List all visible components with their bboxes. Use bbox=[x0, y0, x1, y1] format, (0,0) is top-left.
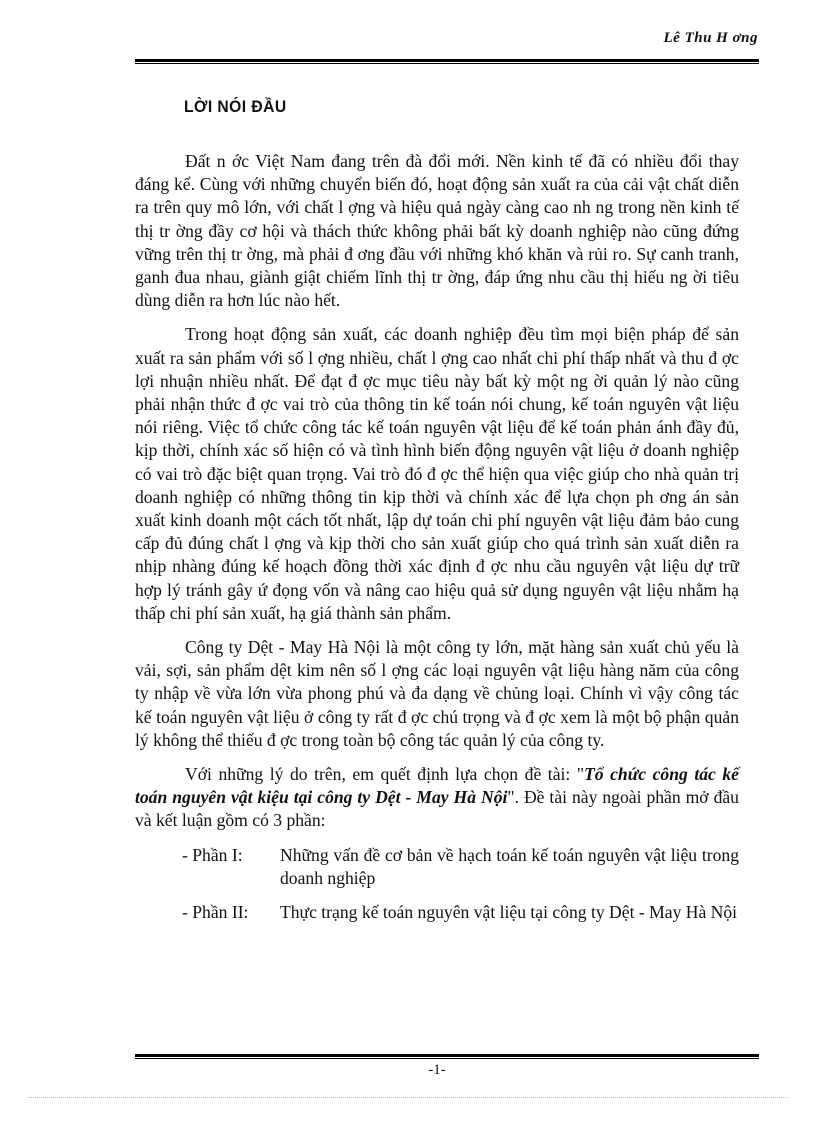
part-label: - Phần I: bbox=[182, 844, 243, 865]
header-author: Lê Thu H ơng bbox=[663, 30, 758, 46]
page-edge-dotted-line bbox=[28, 1097, 788, 1098]
header-rule bbox=[135, 59, 759, 64]
footer-rule bbox=[135, 1054, 759, 1059]
part-text: Thực trạng kế toán nguyên vật liệu tại công ty Dệt - May Hà Nội bbox=[280, 902, 738, 923]
topic-title: Tổ chức công tác kế toán nguyên vật kiệu tại công ty Dệt - May Hà Nội bbox=[135, 764, 739, 808]
part-text: Những vấn đề cơ bản về hạch toán kế toán nguyên vật liệu trong doanh nghiệp bbox=[280, 844, 739, 888]
paragraph-topic bbox=[135, 763, 739, 833]
part-item bbox=[135, 844, 739, 890]
topic-lead-text: Với những lý do trên, em quết định lựa chọn đề tài: " bbox=[185, 764, 585, 785]
paragraph-production: Trong hoạt động sản xuất, các doanh nghiệp đều tìm mọi biện pháp để sản xuất ra sản phẩm với số l ợng nhiều, chất l ợng cao nhất chi phí thấp nhất và thu đ ợc lợi nhuận nhiều nhất. Để đạt đ ợc mục tiêu này bất kỳ một ng ời quản lý nào cũng phải nhận thức đ ợc vai trò của thông tin kế toán nói chung, kế toán nguyên vật liệu nói riêng. Việc tổ chức công tác kế toán nguyên vật liệu để kế toán phản ánh đầy đủ, kịp thời, chính xác số hiện có và tình hình biến động nguyên vật liệu ở doanh nghiệp có vai trò đặc biệt quan trọng. Vai trò đó đ ợc thể hiện qua việc giúp cho nhà quản trị doanh nghiệp có những thông tin kịp thời và chính xác để lựa chọn ph ơng án sản xuất kinh doanh một cách tốt nhất, lập dự toán chi phí nguyên vật liệu đảm bảo cung cấp đủ đúng chất l ợng và kịp thời cho sản xuất giúp cho quá trình sản xuất diễn ra nhịp nhàng đúng kế hoạch đồng thời xác định đ ợc nhu cầu nguyên vật liệu dự trữ hợp lý tránh gây ứ đọng vốn và nâng cao hiệu quả sử dụng nguyên vật liệu nhằm hạ thấp chi phí sản xuất, hạ giá thành sản phẩm. bbox=[135, 324, 739, 623]
page-number: -1- bbox=[428, 1062, 446, 1078]
part-label: - Phần II: bbox=[182, 902, 249, 923]
topic-trail-text: ". Đề tài này ngoài phần mở đầu và kết luận gồm có 3 phần: bbox=[135, 787, 739, 831]
part-item bbox=[135, 901, 739, 924]
paragraph-company: Công ty Dệt - May Hà Nội là một công ty lớn, mặt hàng sản xuất chủ yếu là vải, sợi, sản phẩm dệt kim nên số l ợng các loại nguyên vật liệu hàng năm của công ty nhập về vừa lớn vừa phong phú và đa dạng về chủng loại. Chính vì vậy công tác kế toán nguyên vật liệu ở công ty rất đ ợc chú trọng và đ ợc xem là một bộ phận quản lý không thể thiếu đ ợc trong toàn bộ công tác quản lý của công ty. bbox=[135, 637, 739, 750]
paragraph-intro: Đất n ớc Việt Nam đang trên đà đổi mới. Nền kinh tế đã có nhiều đổi thay đáng kể. Cùng với những chuyển biến đó, hoạt động sản xuất ra của cải vật chất diễn ra trên quy mô lớn, với chất l ợng và hiệu quả ngày càng cao nh ng trong nền kinh tế thị tr ờng đầy cơ hội và thách thức không phải bất kỳ doanh nghiệp nào cũng đứng vững trên thị tr ờng, mà phải đ ơng đầu với những khó khăn và rủi ro. Sự canh tranh, ganh đua nhau, giành giật chiếm lĩnh thị tr ờng, đáp ứng nhu cầu thị hiếu ng ời tiêu dùng diễn ra hơn lúc nào hết. bbox=[135, 151, 739, 311]
document-body bbox=[135, 150, 739, 935]
page-title: LỜI NÓI ĐẦU bbox=[184, 97, 287, 116]
